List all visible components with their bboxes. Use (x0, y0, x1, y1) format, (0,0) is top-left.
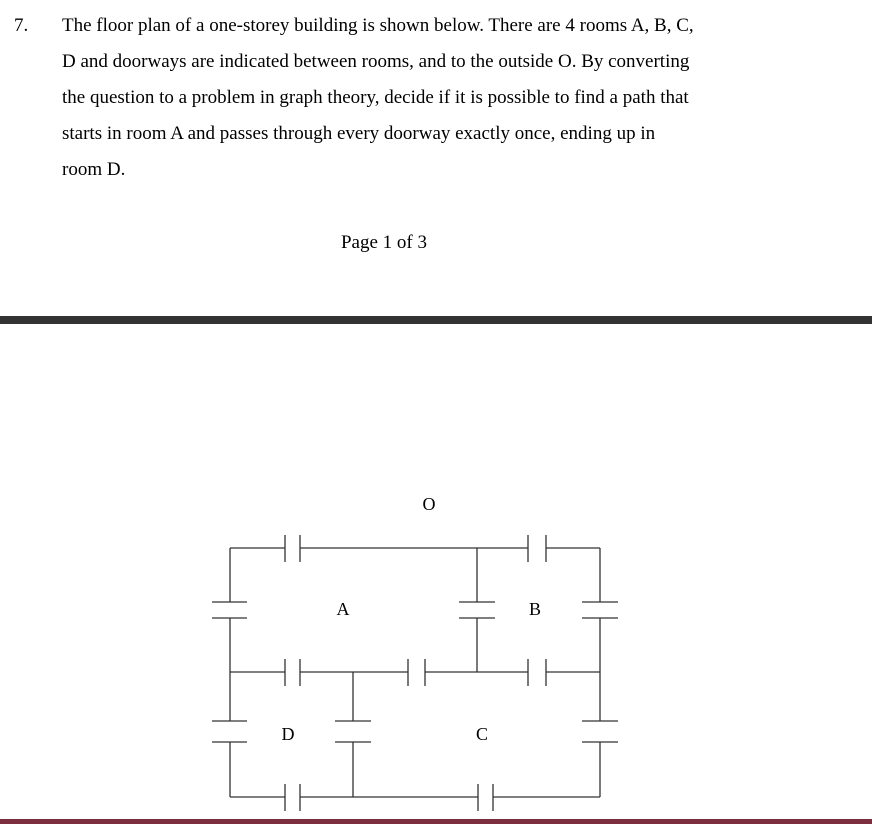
label-outside-o: O (422, 494, 436, 514)
question-block (0, 0, 872, 300)
label-room-d: D (281, 724, 295, 744)
floor-plan-lines (212, 535, 618, 811)
label-room-a: A (336, 599, 350, 619)
door-outside-d-left (212, 721, 247, 742)
door-a-b (459, 602, 495, 618)
question-text-line-3: the question to a problem in graph theory, decide if it is possible to find a path that (62, 87, 689, 108)
page-number-footer: Page 1 of 3 (340, 232, 427, 253)
page-divider (0, 316, 872, 324)
door-outside-c-right (582, 721, 618, 742)
floor-plan-diagram (0, 324, 872, 818)
door-d-c (335, 721, 371, 742)
door-outside-b-right (582, 602, 618, 618)
door-a-c (408, 659, 425, 686)
bottom-rule (0, 819, 872, 824)
door-outside-b-top (528, 535, 546, 562)
question-text-line-1: The floor plan of a one-storey building is shown below. There are 4 rooms A, B, C, (62, 15, 694, 36)
door-outside-c-bottom (478, 784, 493, 811)
door-outside-a-top (285, 535, 300, 562)
door-outside-d-bottom (285, 784, 300, 811)
question-text-line-4: starts in room A and passes through every doorway exactly once, ending up in (62, 123, 656, 144)
door-b-c (528, 659, 546, 686)
door-outside-a-left (212, 602, 247, 618)
label-room-c: C (475, 724, 489, 744)
question-text-line-5: room D. (62, 159, 126, 180)
question-text-line-2: D and doorways are indicated between rooms, and to the outside O. By converting (62, 51, 690, 72)
floor-plan-svg (0, 324, 872, 818)
door-a-d (285, 659, 300, 686)
label-room-b: B (528, 599, 542, 619)
question-number: 7. (14, 15, 29, 36)
